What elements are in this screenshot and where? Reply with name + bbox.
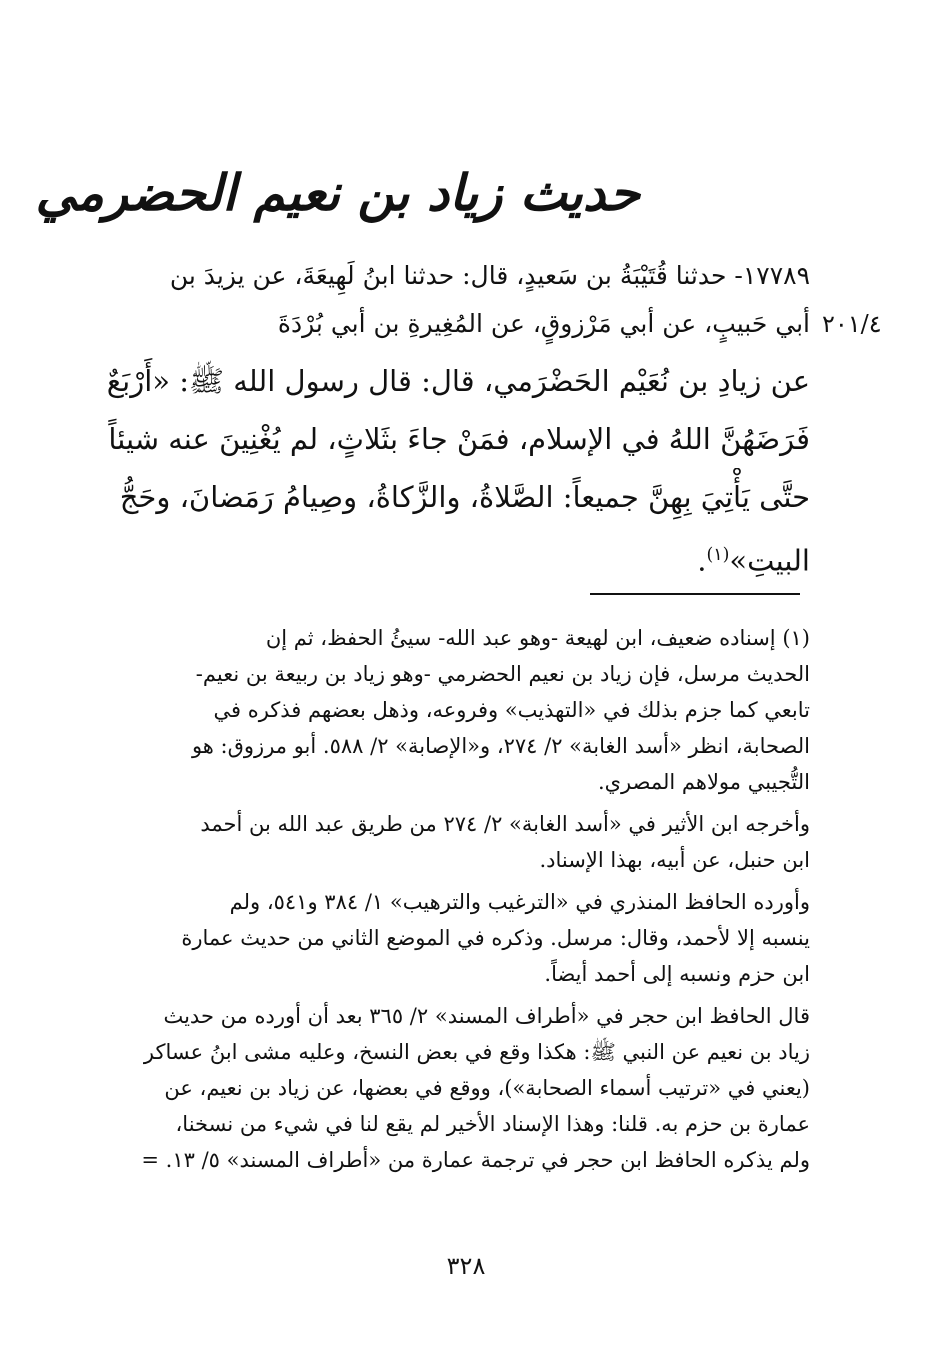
matn-line: حتَّى يَأْتِيَ بِهِنَّ جميعاً: الصَّلاةُ، والزَّكاةُ، وصِيامُ رَمَضانَ، وحَجُّ bbox=[119, 480, 810, 514]
hadith-matn bbox=[95, 352, 810, 584]
matn-line: عن زيادِ بن نُعَيْم الحَضْرَمي، قال: قال رسول الله ﷺ: «أَرْبَعٌ bbox=[106, 364, 810, 398]
footnote-line: ينسبه إلا لأحمد، وقال: مرسل. وذكره في الموضع الثاني من حديث عمارة bbox=[181, 926, 810, 950]
chapter-title: حديث زياد بن نعيم الحضرمي bbox=[35, 163, 640, 222]
footnote-line: ابن حزم ونسبه إلى أحمد أيضاً. bbox=[544, 962, 810, 986]
footnote-line: ولم يذكره الحافظ ابن حجر في ترجمة عمارة من «أطراف المسند» ٥/ ١٣. = bbox=[141, 1148, 810, 1172]
footnote-line: (١) إسناده ضعيف، ابن لهيعة -وهو عبد الله- سيئُ الحفظ، ثم إن bbox=[265, 626, 810, 650]
matn-line-last bbox=[95, 526, 810, 584]
footnote-line: عمارة بن حزم به. قلنا: وهذا الإسناد الأخير لم يقع لنا في شيء من نسخنا، bbox=[175, 1112, 810, 1136]
footnote-line: تابعي كما جزم بذلك في «التهذيب» وفروعه، وذهل بعضهم فذكره في bbox=[213, 698, 810, 722]
volume-page-reference: ٢٠١/٤ bbox=[822, 310, 882, 338]
matn-line: فَرَضَهُنَّ اللهُ في الإسلام، فمَنْ جاءَ بثَلاثٍ، لم يُغْنِينَ عنه شيئاً bbox=[108, 422, 810, 456]
footnote-line: الصحابة، انظر «أسد الغابة» ٢/ ٢٧٤، و«الإصابة» ٢/ ٥٨٨. أبو مرزوق: هو bbox=[191, 734, 810, 758]
hadith-isnad bbox=[95, 252, 810, 348]
footnote-line: وأورده الحافظ المنذري في «الترغيب والترهيب» ١/ ٣٨٤ و٥٤١، ولم bbox=[229, 890, 810, 914]
end-dot: . bbox=[697, 543, 707, 578]
footnote-line: التُّجيبي مولاهم المصري. bbox=[597, 770, 810, 794]
footnote-separator bbox=[590, 593, 800, 595]
isnad-line: ١٧٧٨٩- حدثنا قُتَيْبَةُ بن سَعيدٍ، قال: حدثنا ابنُ لَهِيعَةَ، عن يزيدَ بن bbox=[169, 261, 810, 290]
footnote-line: ابن حنبل، عن أبيه، بهذا الإسناد. bbox=[539, 848, 810, 872]
footnote-line: الحديث مرسل، فإن زياد بن نعيم الحضرمي -وهو زياد بن ربيعة بن نعيم- bbox=[195, 662, 810, 686]
footnote-line: (يعني في «ترتيب أسماء الصحابة»)، ووقع في بعضها، عن زياد بن نعيم، عن bbox=[164, 1076, 810, 1100]
footnote-line: وأخرجه ابن الأثير في «أسد الغابة» ٢/ ٢٧٤ من طريق عبد الله بن أحمد bbox=[200, 812, 810, 836]
footnote-line: زياد بن نعيم عن النبي ﷺ: هكذا وقع في بعض النسخ، وعليه مشى ابنُ عساكر bbox=[143, 1040, 810, 1064]
isnad-line: أبي حَبيبٍ، عن أبي مَرْزوقٍ، عن المُغِيرةِ بن أبي بُرْدَةَ bbox=[277, 309, 810, 338]
page-number: ٣٢٨ bbox=[446, 1252, 486, 1280]
footnote-line: قال الحافظ ابن حجر في «أطراف المسند» ٢/ ٣٦٥ بعد أن أورده من حديث bbox=[163, 1004, 810, 1028]
matn-line-text: البيتِ» bbox=[729, 543, 810, 578]
footnote-marker: (١) bbox=[706, 545, 730, 565]
footnotes bbox=[95, 620, 810, 1178]
